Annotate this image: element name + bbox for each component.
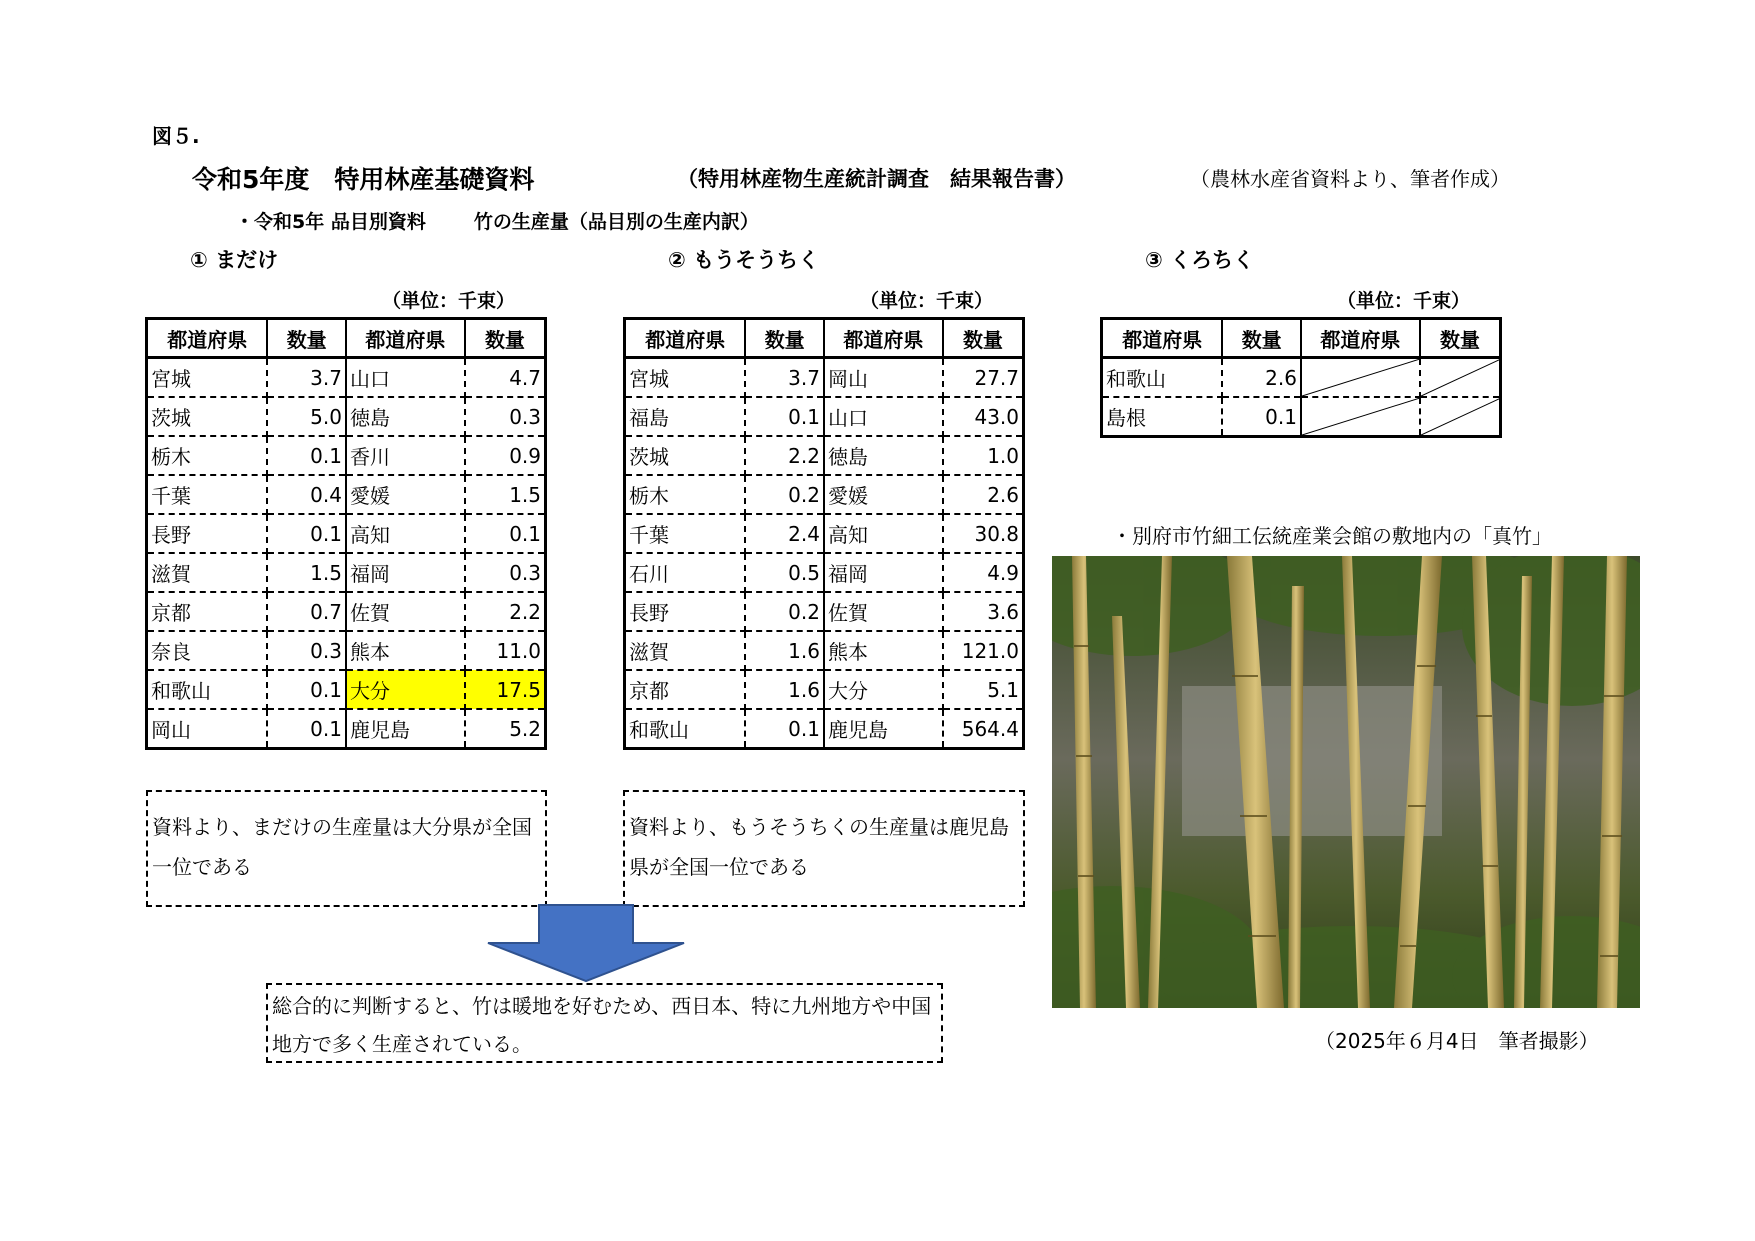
- cell-quantity: 5.1: [943, 670, 1024, 709]
- madake-table: [145, 317, 547, 750]
- cell-quantity: 3.7: [745, 358, 824, 398]
- table-row: [625, 397, 1024, 436]
- header-qty: 数量: [465, 319, 546, 358]
- cell-prefecture: 栃木: [625, 475, 746, 514]
- table-row: [147, 709, 546, 749]
- cell-prefecture: 山口: [346, 358, 465, 398]
- subtitle: [235, 207, 759, 234]
- table-row: [1102, 397, 1501, 437]
- cell-quantity: 5.2: [465, 709, 546, 749]
- cell-quantity: 0.2: [745, 592, 824, 631]
- cell-prefecture: 栃木: [147, 436, 268, 475]
- table-header-row: [147, 319, 546, 358]
- note-madake: 資料より、まだけの生産量は大分県が全国一位である: [146, 790, 547, 907]
- cell-prefecture: 香川: [346, 436, 465, 475]
- cell-quantity: 1.6: [745, 670, 824, 709]
- main-title: 令和5年度 特用林産基礎資料: [192, 165, 535, 194]
- cell-prefecture: 愛媛: [346, 475, 465, 514]
- note-mousouchiku: 資料より、もうそうちくの生産量は鹿児島県が全国一位である: [623, 790, 1025, 907]
- diagonal-slash-icon: [1302, 359, 1420, 397]
- cell-prefecture: 佐賀: [346, 592, 465, 631]
- cell-quantity: 2.2: [465, 592, 546, 631]
- table-row: [147, 670, 546, 709]
- cell-prefecture: 長野: [625, 592, 746, 631]
- table-row: [147, 631, 546, 670]
- cell-quantity: 0.7: [267, 592, 346, 631]
- cell-quantity: 17.5: [465, 670, 546, 709]
- header-pref: 都道府県: [147, 319, 268, 358]
- cell-prefecture: 長野: [147, 514, 268, 553]
- cell-quantity: 0.1: [267, 436, 346, 475]
- cell-quantity: 3.7: [267, 358, 346, 398]
- cell-prefecture: 岡山: [824, 358, 943, 398]
- cell-quantity: 4.7: [465, 358, 546, 398]
- diagonal-slash-icon: [1421, 398, 1501, 436]
- cell-quantity: 30.8: [943, 514, 1024, 553]
- empty-cell-slash: [1420, 358, 1501, 398]
- header-qty: 数量: [943, 319, 1024, 358]
- cell-quantity: 1.5: [465, 475, 546, 514]
- table-row: [1102, 358, 1501, 398]
- cell-quantity: 3.6: [943, 592, 1024, 631]
- cell-quantity: 2.6: [1222, 358, 1301, 398]
- cell-quantity: 0.1: [465, 514, 546, 553]
- cell-quantity: 0.1: [267, 670, 346, 709]
- diagonal-slash-icon: [1302, 398, 1420, 436]
- table-row: [147, 514, 546, 553]
- cell-quantity: 1.5: [267, 553, 346, 592]
- header-pref: 都道府県: [346, 319, 465, 358]
- table-row: [625, 514, 1024, 553]
- empty-cell-slash: [1301, 358, 1420, 398]
- table-row: [147, 553, 546, 592]
- cell-prefecture: 佐賀: [824, 592, 943, 631]
- empty-cell-slash: [1301, 397, 1420, 437]
- figure-label: 図５.: [152, 124, 200, 148]
- cell-prefecture: 高知: [824, 514, 943, 553]
- cell-quantity: 0.1: [745, 397, 824, 436]
- cell-quantity: 11.0: [465, 631, 546, 670]
- cell-quantity: 0.4: [267, 475, 346, 514]
- cell-prefecture: 茨城: [147, 397, 268, 436]
- table-row: [625, 475, 1024, 514]
- cell-quantity: 2.4: [745, 514, 824, 553]
- subtitle-right: 竹の生産量（品目別の生産内訳）: [473, 211, 759, 233]
- cell-quantity: 0.1: [267, 514, 346, 553]
- cell-prefecture: 福島: [625, 397, 746, 436]
- header-pref: 都道府県: [824, 319, 943, 358]
- cell-prefecture: 和歌山: [1102, 358, 1223, 398]
- cell-prefecture: 熊本: [346, 631, 465, 670]
- cell-prefecture: 滋賀: [625, 631, 746, 670]
- cell-prefecture: 茨城: [625, 436, 746, 475]
- photo-caption: ・別府市竹細工伝統産業会館の敷地内の「真竹」: [1112, 524, 1552, 548]
- cell-quantity: 0.3: [465, 553, 546, 592]
- cell-prefecture: 宮城: [625, 358, 746, 398]
- source-note: （農林水産省資料より、筆者作成）: [1190, 167, 1510, 191]
- header-qty: 数量: [1420, 319, 1501, 358]
- section-title-mousouchiku: ② もうそうちく: [668, 248, 820, 272]
- table-row: [147, 358, 546, 398]
- cell-prefecture: 京都: [625, 670, 746, 709]
- cell-quantity: 0.1: [745, 709, 824, 749]
- cell-prefecture: 千葉: [147, 475, 268, 514]
- table-row: [147, 436, 546, 475]
- cell-prefecture: 徳島: [824, 436, 943, 475]
- table-row: [625, 436, 1024, 475]
- header-pref: 都道府県: [1301, 319, 1420, 358]
- table-row: [625, 631, 1024, 670]
- cell-prefecture: 福岡: [346, 553, 465, 592]
- empty-cell-slash: [1420, 397, 1501, 437]
- cell-prefecture: 和歌山: [147, 670, 268, 709]
- cell-prefecture: 大分: [346, 670, 465, 709]
- section-title-madake: ① まだけ: [190, 248, 279, 272]
- cell-quantity: 0.3: [267, 631, 346, 670]
- cell-prefecture: 愛媛: [824, 475, 943, 514]
- cell-prefecture: 石川: [625, 553, 746, 592]
- kurochiku-table: [1100, 317, 1502, 438]
- cell-prefecture: 滋賀: [147, 553, 268, 592]
- cell-prefecture: 熊本: [824, 631, 943, 670]
- cell-quantity: 1.6: [745, 631, 824, 670]
- header-pref: 都道府県: [1102, 319, 1223, 358]
- subtitle-left: ・令和5年 品目別資料: [235, 211, 426, 233]
- header-pref: 都道府県: [625, 319, 746, 358]
- table-row: [625, 670, 1024, 709]
- cell-quantity: 564.4: [943, 709, 1024, 749]
- table-row: [625, 553, 1024, 592]
- table-row: [147, 592, 546, 631]
- cell-prefecture: 徳島: [346, 397, 465, 436]
- header-qty: 数量: [267, 319, 346, 358]
- cell-prefecture: 大分: [824, 670, 943, 709]
- header-qty: 数量: [745, 319, 824, 358]
- cell-prefecture: 鹿児島: [346, 709, 465, 749]
- bamboo-photo: [1052, 556, 1640, 1008]
- summary-note: 総合的に判断すると、竹は暖地を好むため、西日本、特に九州地方や中国地方で多く生産されている。: [266, 983, 943, 1063]
- cell-quantity: 0.1: [1222, 397, 1301, 437]
- cell-prefecture: 和歌山: [625, 709, 746, 749]
- cell-quantity: 2.6: [943, 475, 1024, 514]
- cell-quantity: 121.0: [943, 631, 1024, 670]
- cell-prefecture: 島根: [1102, 397, 1223, 437]
- table-row: [625, 358, 1024, 398]
- mousouchiku-table: [623, 317, 1025, 750]
- table-row: [147, 397, 546, 436]
- photo-credit: （2025年６月4日 筆者撮影）: [1315, 1029, 1599, 1053]
- down-arrow-icon: [484, 903, 688, 983]
- table-header-row: [1102, 319, 1501, 358]
- cell-prefecture: 千葉: [625, 514, 746, 553]
- cell-prefecture: 福岡: [824, 553, 943, 592]
- bamboo-photo-illustration: [1052, 556, 1640, 1008]
- cell-prefecture: 京都: [147, 592, 268, 631]
- cell-prefecture: 奈良: [147, 631, 268, 670]
- diagonal-slash-icon: [1421, 359, 1501, 397]
- cell-prefecture: 岡山: [147, 709, 268, 749]
- table-row: [147, 475, 546, 514]
- cell-prefecture: 山口: [824, 397, 943, 436]
- cell-prefecture: 鹿児島: [824, 709, 943, 749]
- cell-quantity: 43.0: [943, 397, 1024, 436]
- source-title: （特用林産物生産統計調査 結果報告書）: [677, 167, 1076, 191]
- cell-quantity: 5.0: [267, 397, 346, 436]
- cell-quantity: 1.0: [943, 436, 1024, 475]
- cell-quantity: 0.9: [465, 436, 546, 475]
- header-qty: 数量: [1222, 319, 1301, 358]
- unit-label-mousouchiku: （単位：千束）: [860, 290, 994, 312]
- table-row: [625, 592, 1024, 631]
- cell-quantity: 0.3: [465, 397, 546, 436]
- cell-prefecture: 宮城: [147, 358, 268, 398]
- unit-label-madake: （単位：千束）: [382, 290, 516, 312]
- cell-quantity: 4.9: [943, 553, 1024, 592]
- section-title-kurochiku: ③ くろちく: [1145, 248, 1255, 272]
- cell-quantity: 0.2: [745, 475, 824, 514]
- cell-quantity: 27.7: [943, 358, 1024, 398]
- table-header-row: [625, 319, 1024, 358]
- cell-quantity: 0.5: [745, 553, 824, 592]
- cell-prefecture: 高知: [346, 514, 465, 553]
- cell-quantity: 0.1: [267, 709, 346, 749]
- cell-quantity: 2.2: [745, 436, 824, 475]
- unit-label-kurochiku: （単位：千束）: [1337, 290, 1471, 312]
- table-row: [625, 709, 1024, 749]
